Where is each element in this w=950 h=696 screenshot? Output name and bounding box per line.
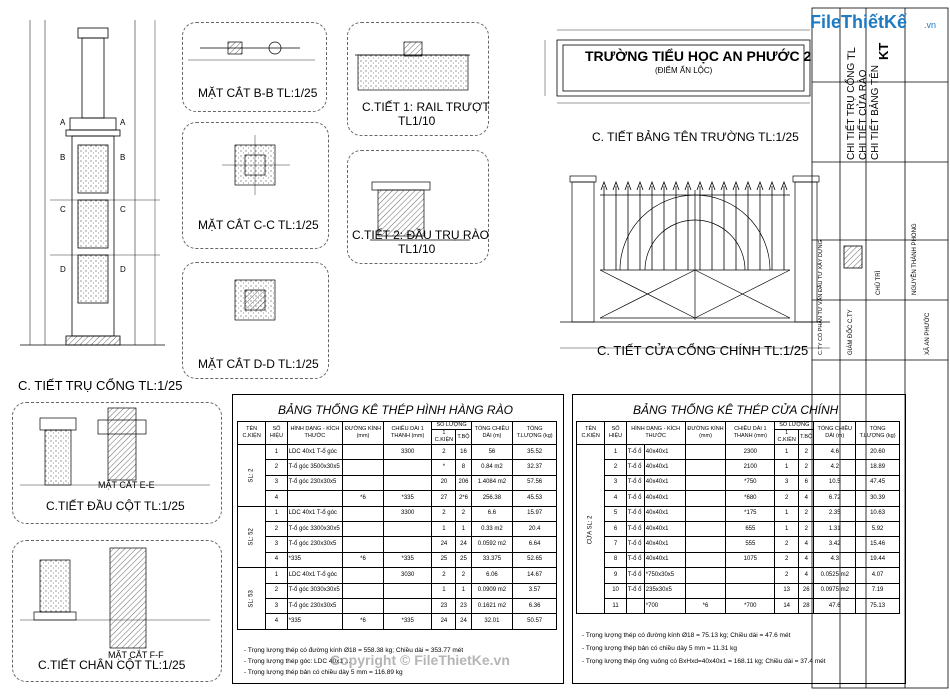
table-cell: T-ổ ổ <box>626 491 644 506</box>
caption-dautru-line2: TL1/10 <box>398 242 436 256</box>
table-cell: 1 <box>266 506 287 521</box>
caption-matcat-dd: MẶT CẮT D-D TL:1/25 <box>198 357 319 371</box>
table-cell <box>343 583 384 598</box>
table-cell: 2 <box>456 568 471 583</box>
fence-table-title: BẢNG THỐNG KÊ THÉP HÌNH HÀNG RÀO <box>278 403 513 417</box>
table-cell: 655 <box>726 521 775 536</box>
title-block-director: GIÁM ĐỐC C.TY <box>848 309 854 355</box>
table-cell: 10.5 <box>814 475 856 490</box>
table-cell: T-ổ góc 3500x30x5 <box>287 460 342 475</box>
title-block-title-3: CHI TIẾT BẢNG TÊN <box>870 64 881 160</box>
table-cell: 3030 <box>383 568 432 583</box>
table-cell <box>343 521 384 536</box>
table-cell <box>343 568 384 583</box>
site-logo <box>810 12 940 48</box>
title-block-location: XÃ AN PHƯỚC <box>925 312 931 355</box>
table-cell: T-ổ góc 230x30x5 <box>287 598 342 613</box>
table-row <box>238 491 557 506</box>
table-cell: 3 <box>266 537 287 552</box>
table-cell: 13 <box>775 583 799 598</box>
table-cell: 8 <box>605 552 626 567</box>
table-cell: 15.46 <box>856 537 900 552</box>
table-row <box>238 614 557 629</box>
table-cell: 3 <box>605 475 626 490</box>
table-cell: 47.6 <box>814 598 856 613</box>
table-cell: 4 <box>799 491 814 506</box>
table-cell: T-ổ ổ <box>626 568 644 583</box>
svg-text:A: A <box>120 118 126 127</box>
table-cell: 18.89 <box>856 460 900 475</box>
fence-note-1: - Trọng lượng thép có đường kính Ø18 = 558.38 kg; Chiều dài = 353.77 mét <box>244 647 464 654</box>
table-cell: *680 <box>726 491 775 506</box>
table-cell: 6 <box>605 521 626 536</box>
table-cell: 2 <box>432 568 456 583</box>
table-cell <box>685 521 726 536</box>
table-cell: T-ổ góc 230x30x5 <box>287 475 342 490</box>
table-cell <box>685 537 726 552</box>
table-cell: 40x40x1 <box>644 445 685 460</box>
table-cell: *335 <box>383 491 432 506</box>
table-cell: 16 <box>456 445 471 460</box>
caption-rail-line1: C.TIẾT 1: RAIL TRƯỢT <box>362 100 490 114</box>
table-cell: * <box>432 460 456 475</box>
table-cell: *750 <box>726 475 775 490</box>
group-name-cell: SL: 2 <box>238 445 266 507</box>
fence-steel-table <box>237 421 557 630</box>
table-cell: T-ổ góc 3030x30x5 <box>287 583 342 598</box>
table-cell: *6 <box>685 598 726 613</box>
col-header: TỔNG CHIỀU DÀI (m) <box>814 422 856 445</box>
table-cell: 10.63 <box>856 506 900 521</box>
table-cell: 3.42 <box>814 537 856 552</box>
title-block-title-2: CHI TIẾT CỬA RÀO <box>858 69 869 160</box>
table-cell: 14 <box>775 598 799 613</box>
table-cell: 15.97 <box>513 506 557 521</box>
main-gate-elevation <box>560 176 830 348</box>
col-header: SỐ LƯỢNG <box>775 422 814 430</box>
table-cell: 1 <box>456 583 471 598</box>
table-cell: T-ổ ổ <box>626 445 644 460</box>
table-cell: 555 <box>726 537 775 552</box>
title-block-title-1: CHI TIẾT TRỤ CỔNG <box>846 62 857 160</box>
table-row <box>238 583 557 598</box>
table-cell <box>343 460 384 475</box>
logo-text: FileThiếtKế <box>810 12 908 32</box>
table-cell: 40x40x1 <box>644 537 685 552</box>
table-cell: 1075 <box>726 552 775 567</box>
col-header: SỐ HIỆU <box>605 422 626 445</box>
table-cell: 24 <box>432 614 456 629</box>
table-cell: 75.13 <box>856 598 900 613</box>
fence-note-2: - Trọng lượng thép góc: LDC 40x1 ... <box>244 658 351 665</box>
table-cell: 0.0975 m2 <box>814 583 856 598</box>
table-cell: *700 <box>644 598 685 613</box>
table-cell: 0.0525 m2 <box>814 568 856 583</box>
table-cell: 3 <box>775 475 799 490</box>
table-cell: 2.35 <box>814 506 856 521</box>
table-cell: 3 <box>266 598 287 613</box>
table-cell: T-ổ ổ <box>626 583 644 598</box>
title-block-chief: CHỦ TRÌ <box>876 270 882 295</box>
school-sign-sub: (ĐIỂM ẤN LỘC) <box>655 66 713 75</box>
svg-text:B: B <box>60 153 66 162</box>
table-row <box>238 552 557 567</box>
table-cell <box>383 598 432 613</box>
table-cell: *6 <box>343 614 384 629</box>
table-cell: 1.4084 m2 <box>471 475 513 490</box>
table-cell: 23 <box>456 598 471 613</box>
table-cell <box>685 445 726 460</box>
table-cell: 2 <box>775 537 799 552</box>
table-cell: 1 <box>775 460 799 475</box>
table-cell <box>685 583 726 598</box>
table-cell: 2 <box>456 506 471 521</box>
table-cell <box>685 475 726 490</box>
school-sign-name: TRƯỜNG TIỂU HỌC AN PHƯỚC 2 <box>585 48 812 64</box>
table-cell: 4 <box>266 491 287 506</box>
table-cell <box>726 568 775 583</box>
table-cell: 32.37 <box>513 460 557 475</box>
table-cell <box>343 598 384 613</box>
table-cell: 4.07 <box>856 568 900 583</box>
svg-text:D: D <box>60 265 66 274</box>
table-cell: 2 <box>432 506 456 521</box>
table-cell: 1 <box>432 583 456 598</box>
table-cell: 1 <box>605 445 626 460</box>
table-cell <box>343 506 384 521</box>
table-row <box>577 568 900 583</box>
table-cell: 4 <box>266 614 287 629</box>
table-cell: 30.39 <box>856 491 900 506</box>
table-cell: T-ổ ổ <box>626 506 644 521</box>
col-subheader: 1 C.KIỆN <box>432 430 456 445</box>
col-header: TỔNG T.LƯỢNG (kg) <box>856 422 900 445</box>
table-row <box>577 460 900 475</box>
caption-cua-cong: C. TIẾT CỬA CỔNG CHÍNH TL:1/25 <box>597 343 809 358</box>
col-header: ĐƯỜNG KÍNH (mm) <box>343 422 384 445</box>
table-cell: 6 <box>799 475 814 490</box>
table-cell: LDC 40x1 T-ổ góc <box>287 568 342 583</box>
table-cell: 2 <box>799 521 814 536</box>
svg-text:D: D <box>120 265 126 274</box>
table-cell: *6 <box>343 552 384 567</box>
table-cell: 20.4 <box>513 521 557 536</box>
table-cell: T-ổ ổ <box>626 537 644 552</box>
table-cell: 10 <box>605 583 626 598</box>
table-cell: 2 <box>799 445 814 460</box>
col-header: TÊN C.KIỆN <box>577 422 605 445</box>
table-cell: 40x40x1 <box>644 460 685 475</box>
table-cell: 40x40x1 <box>644 475 685 490</box>
table-cell: 2 <box>432 445 456 460</box>
svg-text:A: A <box>60 118 66 127</box>
table-cell <box>685 552 726 567</box>
caption-bang-ten: C. TIẾT BẢNG TÊN TRƯỜNG TL:1/25 <box>592 130 799 144</box>
table-cell <box>383 521 432 536</box>
table-cell: 2 <box>799 506 814 521</box>
table-row <box>238 475 557 490</box>
table-cell: T-ổ góc 3300x30x5 <box>287 521 342 536</box>
fence-note-3: - Trọng lượng thép bản có chiều dày 5 mm = 116.89 kg <box>244 669 403 676</box>
table-cell: 20.60 <box>856 445 900 460</box>
table-cell <box>383 583 432 598</box>
table-cell: *335 <box>287 614 342 629</box>
table-cell: 2 <box>266 583 287 598</box>
table-cell: 0.1621 m2 <box>471 598 513 613</box>
table-cell: T-ổ góc 230x30x5 <box>287 537 342 552</box>
table-cell: 40x40x1 <box>644 521 685 536</box>
table-cell: T-ổ ổ <box>626 521 644 536</box>
table-cell <box>685 460 726 475</box>
caption-matcat-ee: MẶT CẮT E-E <box>98 480 155 490</box>
table-row <box>577 506 900 521</box>
col-header: SỐ HIỆU <box>266 422 287 445</box>
table-cell: 6.6 <box>471 506 513 521</box>
table-cell: 1 <box>775 506 799 521</box>
table-cell: 20 <box>432 475 456 490</box>
table-row <box>577 598 900 613</box>
table-row <box>577 491 900 506</box>
table-cell: 2 <box>775 552 799 567</box>
table-cell: T-ổ ổ <box>626 552 644 567</box>
col-header: HÌNH DẠNG - KÍCH THƯỚC <box>626 422 685 445</box>
table-cell: 56 <box>471 445 513 460</box>
table-cell: 45.53 <box>513 491 557 506</box>
table-cell: 206 <box>456 475 471 490</box>
table-cell: 0.0592 m2 <box>471 537 513 552</box>
table-cell: 33.375 <box>471 552 513 567</box>
col-subheader: T.BỘ <box>799 430 814 445</box>
table-cell: 4 <box>799 568 814 583</box>
table-cell: 2 <box>775 491 799 506</box>
table-cell: 3 <box>266 475 287 490</box>
table-cell <box>383 475 432 490</box>
table-cell: 0.33 m2 <box>471 521 513 536</box>
caption-dautru-line1: C.TIẾT 2: ĐẦU TRỤ RÀO <box>352 228 489 242</box>
table-cell: 1 <box>456 521 471 536</box>
table-cell: 4 <box>799 537 814 552</box>
table-cell: 32.01 <box>471 614 513 629</box>
table-cell: 9 <box>605 568 626 583</box>
table-cell: 1 <box>432 521 456 536</box>
table-row <box>238 537 557 552</box>
caption-chan-cot: C.TIẾT CHÂN CỘT TL:1/25 <box>38 658 186 672</box>
table-cell: *335 <box>287 552 342 567</box>
table-cell: 11 <box>605 598 626 613</box>
title-block-company: C.TY CỔ PHẦN TƯ VẤN ĐẦU TƯ XÂY DỰNG <box>818 240 824 355</box>
table-cell: T-ổ ổ <box>626 475 644 490</box>
table-cell: 8 <box>456 460 471 475</box>
col-header: HÌNH DẠNG - KÍCH THƯỚC <box>287 422 342 445</box>
table-cell: 6.64 <box>513 537 557 552</box>
svg-text:C: C <box>60 205 66 214</box>
table-cell: 4.3 <box>814 552 856 567</box>
group-name-cell: SL: 52 <box>238 506 266 568</box>
table-cell: 24 <box>456 614 471 629</box>
table-row <box>238 521 557 536</box>
col-header: SỐ LƯỢNG <box>432 422 471 430</box>
gate-steel-table <box>576 421 900 614</box>
table-cell <box>383 537 432 552</box>
table-cell: 25 <box>456 552 471 567</box>
table-cell <box>343 537 384 552</box>
table-cell: 27 <box>432 491 456 506</box>
table-cell: 14.67 <box>513 568 557 583</box>
caption-dau-cot: C.TIẾT ĐẦU CỘT TL:1/25 <box>46 499 185 513</box>
table-cell: 57.56 <box>513 475 557 490</box>
table-row <box>238 568 557 583</box>
table-cell: 19.44 <box>856 552 900 567</box>
table-cell <box>726 583 775 598</box>
svg-text:C: C <box>120 205 126 214</box>
table-cell: 24 <box>456 537 471 552</box>
table-cell: 3300 <box>383 445 432 460</box>
table-cell: *700 <box>726 598 775 613</box>
caption-matcat-ff: MẶT CẮT F-F <box>108 650 164 660</box>
caption-matcat-cc: MẶT CẮT C-C TL:1/25 <box>198 218 319 232</box>
table-cell: 1 <box>775 521 799 536</box>
table-cell <box>685 568 726 583</box>
table-cell: 52.65 <box>513 552 557 567</box>
table-cell <box>343 475 384 490</box>
gate-pillar-elevation <box>20 20 165 345</box>
table-row <box>577 583 900 598</box>
table-cell: *175 <box>726 506 775 521</box>
col-header: CHIỀU DÀI 1 THANH (mm) <box>726 422 775 445</box>
table-cell: 24 <box>432 537 456 552</box>
table-cell <box>685 491 726 506</box>
watermark: Copyright © FileThietKe.vn <box>330 652 510 668</box>
gate-note-2: - Trọng lượng thép bản có chiều dày 5 mm = 11.31 kg <box>582 645 738 652</box>
group-name-cell: SL: 53 <box>238 568 266 630</box>
table-cell: 4.2 <box>814 460 856 475</box>
group-name-cell: CỬA SL: 2 <box>577 445 605 614</box>
col-header: TỔNG T.LƯỢNG (kg) <box>513 422 557 445</box>
table-cell: 7.19 <box>856 583 900 598</box>
gate-table-title: BẢNG THỐNG KÊ THÉP CỬA CHÍNH <box>633 403 839 417</box>
table-cell: LDC 40x1 T-ổ góc <box>287 506 342 521</box>
table-cell: 0.0909 m2 <box>471 583 513 598</box>
table-cell: 4 <box>799 552 814 567</box>
table-cell: 50.57 <box>513 614 557 629</box>
gate-note-3: - Trọng lượng thép ống vuông có BxHxd=40x40x1 = 168.11 kg; Chiều dài = 37.4 mét <box>582 658 826 665</box>
title-block-sheet: TL <box>846 47 858 60</box>
title-block-code: KT <box>876 42 891 60</box>
table-cell: 0.84 m2 <box>471 460 513 475</box>
table-cell: 47.45 <box>856 475 900 490</box>
table-cell: 40x40x1 <box>644 506 685 521</box>
table-cell <box>626 598 644 613</box>
table-cell: *335 <box>383 552 432 567</box>
table-cell <box>383 460 432 475</box>
table-row <box>238 460 557 475</box>
table-cell: 2300 <box>726 445 775 460</box>
title-block-designer: NGUYỄN THÀNH PHONG <box>912 223 918 295</box>
table-cell <box>287 491 342 506</box>
col-header: TỔNG CHIỀU DÀI (m) <box>471 422 513 445</box>
table-cell: 2 <box>799 460 814 475</box>
caption-tru-cong: C. TIẾT TRỤ CỔNG TL:1/25 <box>18 378 183 393</box>
col-header: ĐƯỜNG KÍNH (mm) <box>685 422 726 445</box>
col-subheader: 1 C.KIỆN <box>775 430 799 445</box>
table-cell: 2 <box>266 460 287 475</box>
table-cell: 235x30x5 <box>644 583 685 598</box>
table-cell: 40x40x1 <box>644 491 685 506</box>
table-cell: 5.92 <box>856 521 900 536</box>
table-cell: 4.6 <box>814 445 856 460</box>
table-cell: 3300 <box>383 506 432 521</box>
table-cell: 25 <box>432 552 456 567</box>
table-cell: 7 <box>605 537 626 552</box>
table-cell <box>685 506 726 521</box>
table-cell: 2*6 <box>456 491 471 506</box>
table-row <box>238 506 557 521</box>
svg-text:B: B <box>120 153 126 162</box>
table-cell: 1.31 <box>814 521 856 536</box>
gate-note-1: - Trọng lượng thép có đường kính Ø18 = 75.13 kg; Chiều dài = 47.6 mét <box>582 632 791 639</box>
table-cell: 1 <box>266 445 287 460</box>
table-cell: 2 <box>266 521 287 536</box>
table-cell: 5 <box>605 506 626 521</box>
table-row <box>577 521 900 536</box>
table-cell: 3.57 <box>513 583 557 598</box>
table-cell: 6.36 <box>513 598 557 613</box>
table-cell: 2 <box>775 568 799 583</box>
table-cell: 1 <box>266 568 287 583</box>
table-row <box>577 552 900 567</box>
table-cell: 26 <box>799 583 814 598</box>
table-cell: T-ổ ổ <box>626 460 644 475</box>
table-cell: LDC 40x1 T-ổ góc <box>287 445 342 460</box>
table-cell: *6 <box>343 491 384 506</box>
table-cell: 40x40x1 <box>644 552 685 567</box>
table-cell: 23 <box>432 598 456 613</box>
table-cell: 28 <box>799 598 814 613</box>
table-row <box>577 537 900 552</box>
table-cell <box>343 445 384 460</box>
table-cell: 4 <box>266 552 287 567</box>
table-cell: 1 <box>775 445 799 460</box>
table-cell: 256.38 <box>471 491 513 506</box>
table-cell: *335 <box>383 614 432 629</box>
table-row <box>577 475 900 490</box>
table-cell: *750x30x5 <box>644 568 685 583</box>
logo-suffix: .vn <box>923 20 936 30</box>
table-row <box>238 445 557 460</box>
col-header: CHIỀU DÀI 1 THANH (mm) <box>383 422 432 445</box>
table-cell: 2100 <box>726 460 775 475</box>
col-subheader: T.BỘ <box>456 430 471 445</box>
caption-rail-line2: TL1/10 <box>398 114 436 128</box>
table-cell: 2 <box>605 460 626 475</box>
table-cell: 6.72 <box>814 491 856 506</box>
table-cell: 4 <box>605 491 626 506</box>
table-row <box>577 445 900 460</box>
col-header: TÊN C.KIỆN <box>238 422 266 445</box>
table-cell: 6.06 <box>471 568 513 583</box>
caption-matcat-bb: MẶT CẮT B-B TL:1/25 <box>198 86 318 100</box>
table-row <box>238 598 557 613</box>
table-cell: 35.52 <box>513 445 557 460</box>
